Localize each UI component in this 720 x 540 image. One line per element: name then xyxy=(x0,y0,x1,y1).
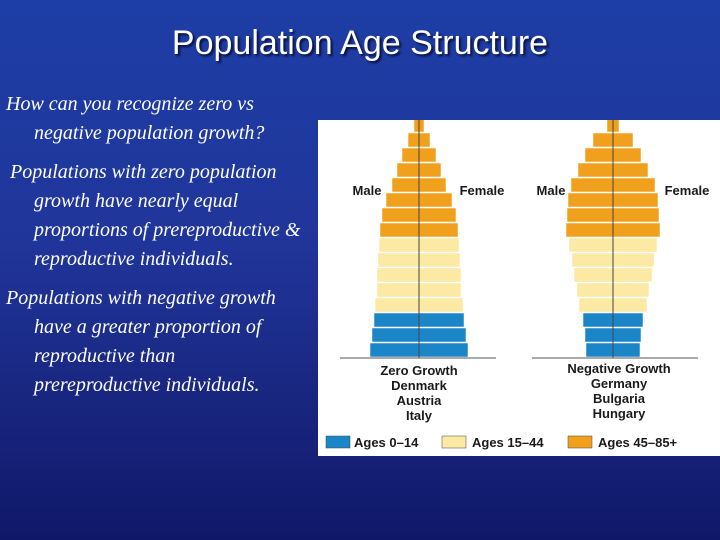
caption-left-country-3: Italy xyxy=(405,408,433,423)
legend-label-15-44: Ages 15–44 xyxy=(472,435,544,450)
caption-right-country-2: Bulgaria xyxy=(592,391,646,406)
female-label-left: Female xyxy=(459,183,505,198)
legend-swatch-15-44 xyxy=(442,436,466,448)
caption-right-country-3: Hungary xyxy=(592,406,646,421)
legend-label-0-14: Ages 0–14 xyxy=(354,435,419,450)
caption-left-country-1: Denmark xyxy=(391,378,447,393)
slide-title: Population Age Structure xyxy=(171,24,549,62)
male-label-right: Male xyxy=(536,183,566,198)
zero-growth-pyramid xyxy=(370,120,468,358)
negative-growth-paragraph: Populations with negative growth have a greater proportion of reproductive than prereproductive individuals. xyxy=(6,287,276,396)
legend-label-45-85: Ages 45–85+ xyxy=(598,435,678,450)
legend-swatch-0-14 xyxy=(326,436,350,448)
caption-left-title: Zero Growth xyxy=(380,363,458,378)
question-paragraph: How can you recognize zero vs negative population growth? xyxy=(6,93,265,144)
caption-right-country-1: Germany xyxy=(590,376,648,391)
caption-left-country-2: Austria xyxy=(396,393,442,408)
female-label-right: Female xyxy=(664,183,710,198)
zero-growth-paragraph: Populations with zero population growth have nearly equal proportions of prereproductive & reproductive individuals. xyxy=(10,161,301,270)
male-label-left: Male xyxy=(352,183,382,198)
caption-right-title: Negative Growth xyxy=(567,361,671,376)
age-pyramids-svg xyxy=(318,120,720,456)
negative-growth-pyramid xyxy=(566,120,660,358)
legend-swatch-45-85 xyxy=(568,436,592,448)
slide-body xyxy=(6,90,306,410)
age-structure-figure xyxy=(318,120,720,456)
